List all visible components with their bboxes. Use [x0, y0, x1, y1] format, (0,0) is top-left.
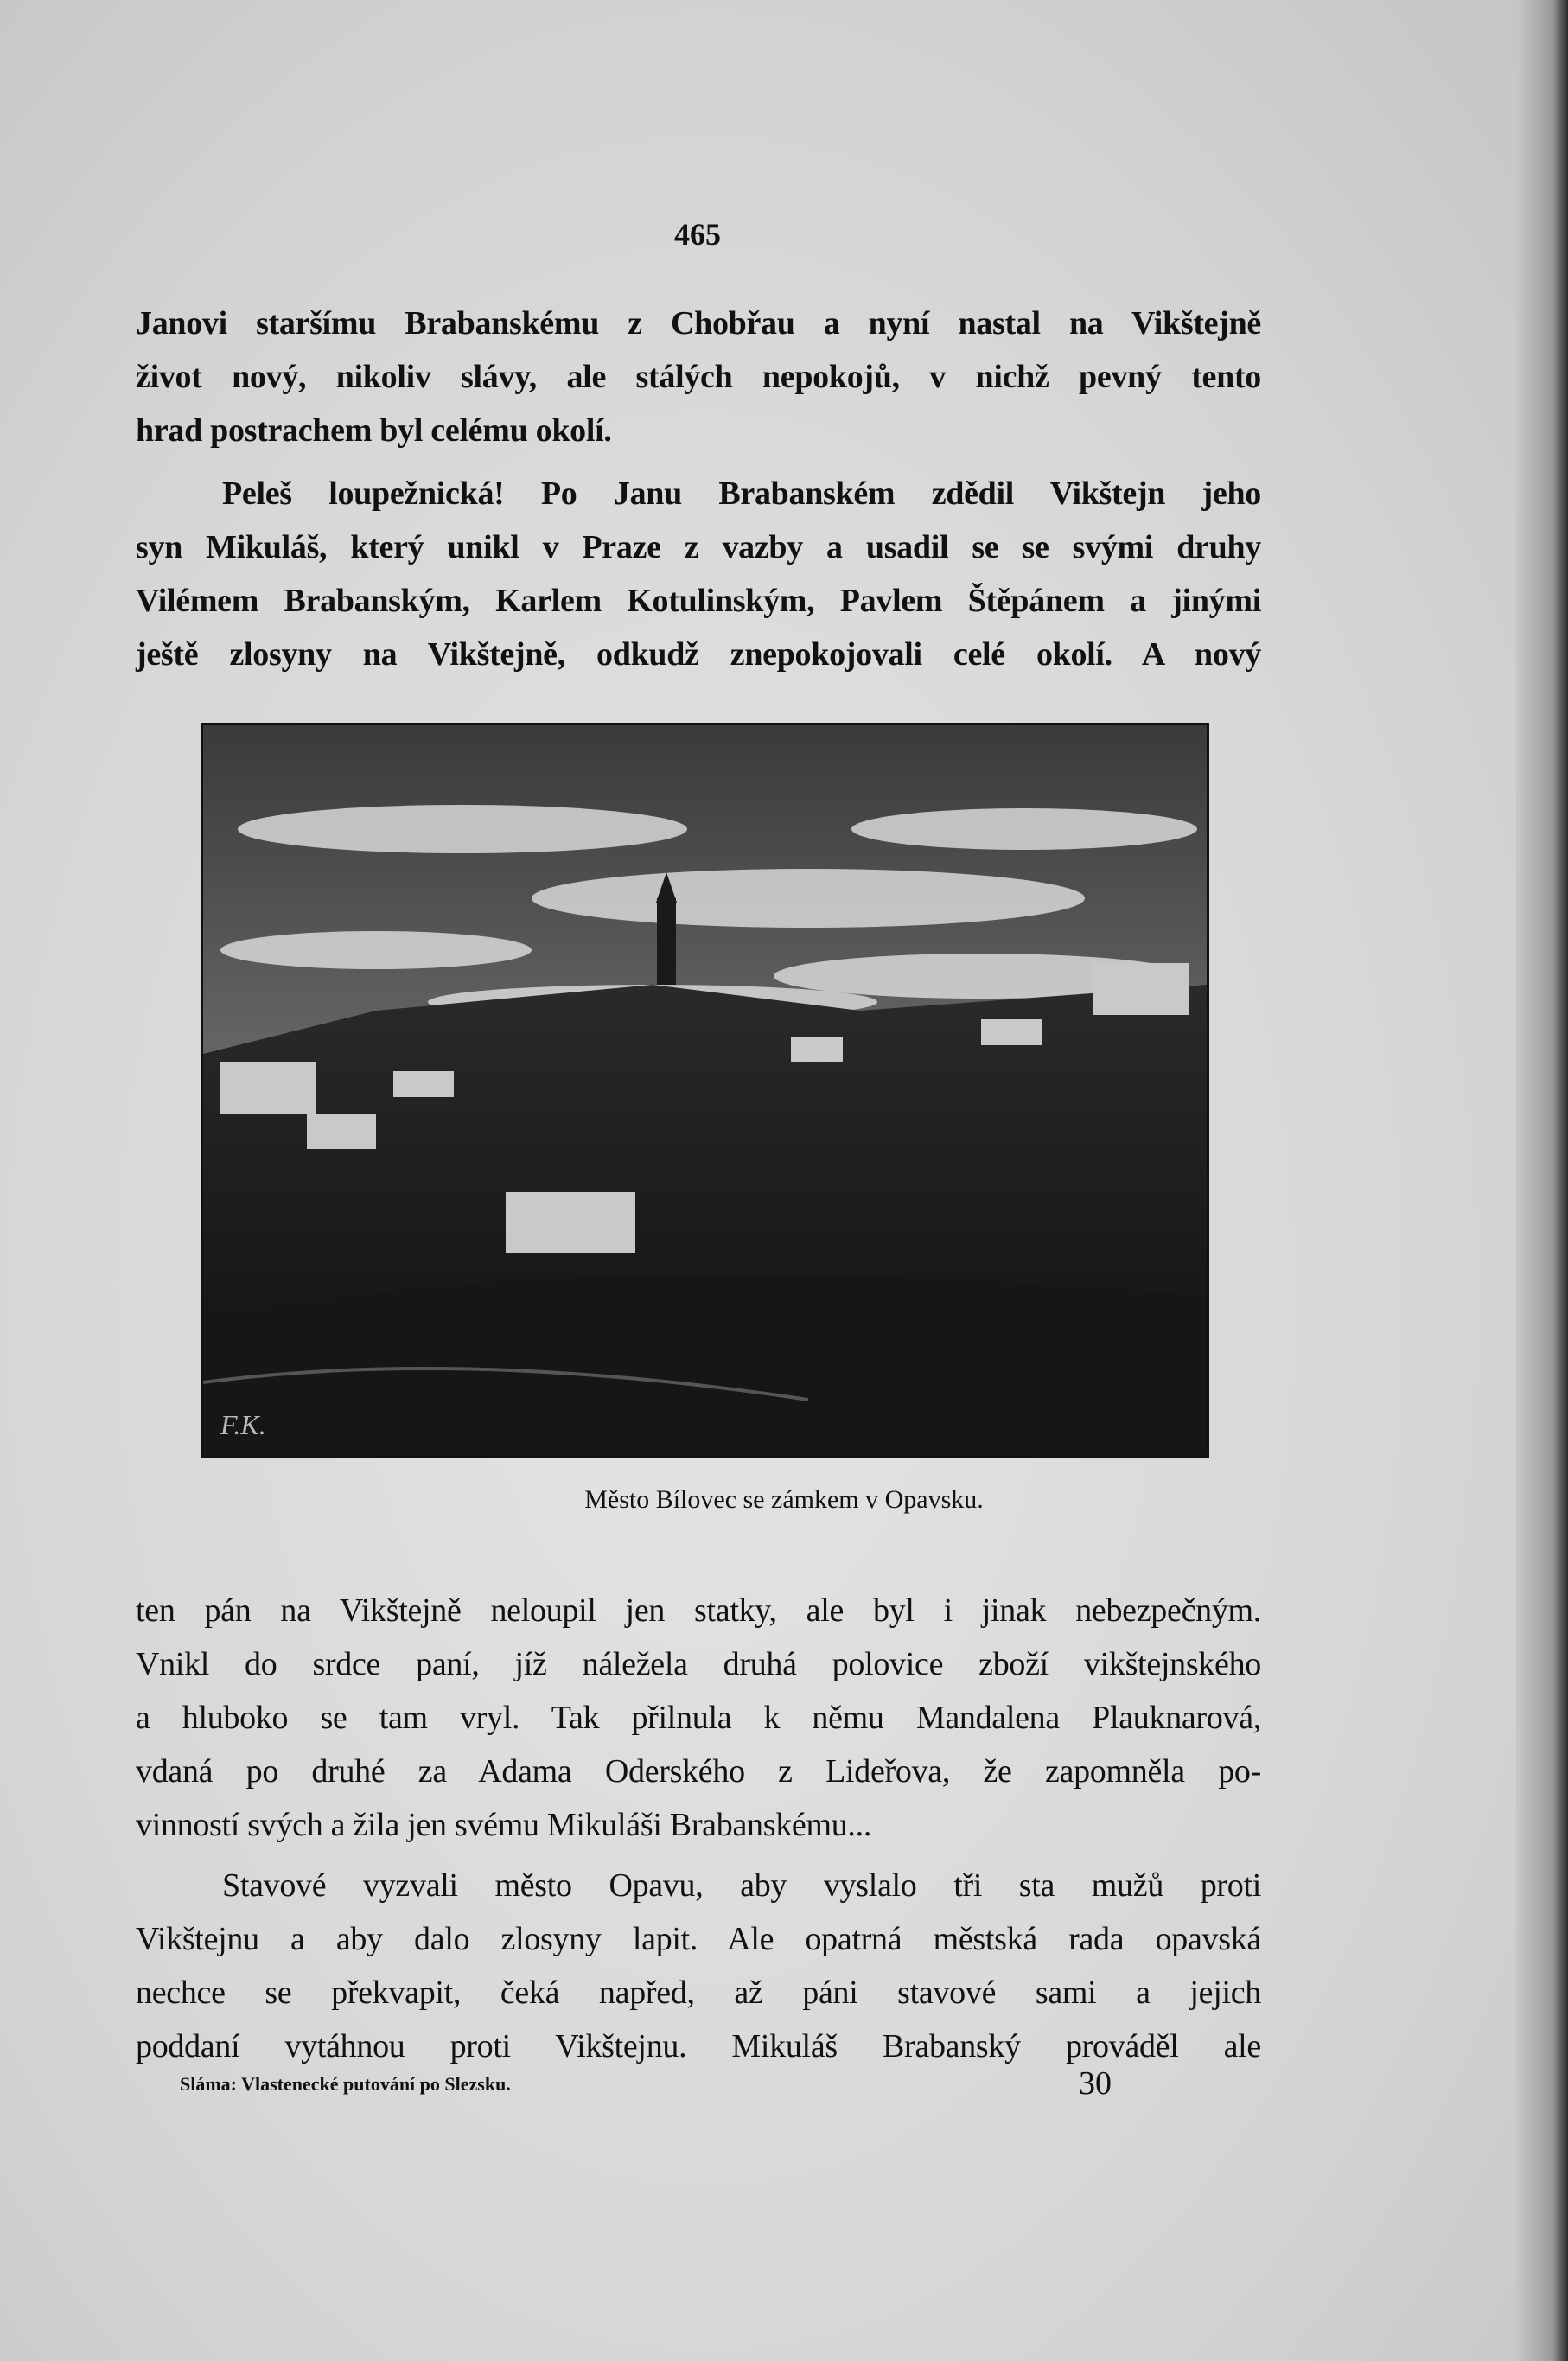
text-line: Stavové vyzvali město Opavu, aby vyslalo tři sta mužů proti: [222, 1867, 1261, 1904]
text-line: Vnikl do srdce paní, jíž náležela druhá polovice zboží vikštejnského: [136, 1646, 1261, 1682]
text-line: poddaní vytáhnou proti Vikštejnu. Mikuláš Brabanský prováděl ale: [136, 2028, 1261, 2064]
illustration-bilovec: [201, 723, 1209, 1458]
text-line: a hluboko se tam vryl. Tak přilnula k němu Mandalena Plauknarová,: [136, 1700, 1261, 1736]
figure-caption: Město Bílovec se zámkem v Opavsku.: [584, 1485, 984, 1514]
text-line: život nový, nikoliv slávy, ale stálých nepokojů, v nichž pevný tento: [136, 359, 1261, 395]
text-line: vdaná po druhé za Adama Oderského z Lideřova, že zapomněla po-: [136, 1753, 1261, 1790]
artist-signature: F.K.: [220, 1409, 266, 1440]
paragraph-4: [136, 1859, 1261, 2073]
text-line: Vikštejnu a aby dalo zlosyny lapit. Ale opatrná městská rada opavská: [136, 1921, 1261, 1957]
text-line: ten pán na Vikštejně neloupil jen statky, ale byl i jinak nebezpečným.: [136, 1592, 1261, 1629]
text-line: hrad postrachem byl celému okolí.: [136, 412, 612, 449]
paragraph-1: [136, 297, 1261, 457]
text-line: vinností svých a žila jen svému Mikuláši Brabanskému...: [136, 1807, 872, 1843]
sheet-number: 30: [1079, 2065, 1112, 2102]
paragraph-2: [136, 467, 1261, 681]
paragraph-3: [136, 1584, 1261, 1852]
page-edge-shadow: [1516, 0, 1568, 2361]
text-line: Vilémem Brabanským, Karlem Kotulinským, Pavlem Štěpánem a jinými: [136, 583, 1261, 619]
text-line: Peleš loupežnická! Po Janu Brabanském zdědil Vikštejn jeho: [222, 475, 1261, 512]
page-number: 465: [674, 217, 721, 252]
text-line: syn Mikuláš, který unikl v Praze z vazby a usadil se se svými druhy: [136, 529, 1261, 565]
text-line: Janovi staršímu Brabanskému z Chobřau a nyní nastal na Vikštejně: [136, 305, 1261, 341]
text-line: nechce se překvapit, čeká napřed, až páni stavové sami a jejich: [136, 1975, 1261, 2011]
text-line: ještě zlosyny na Vikštejně, odkudž znepokojovali celé okolí. A nový: [136, 636, 1261, 673]
footer-signature: Sláma: Vlastenecké putování po Slezsku.: [180, 2073, 511, 2095]
